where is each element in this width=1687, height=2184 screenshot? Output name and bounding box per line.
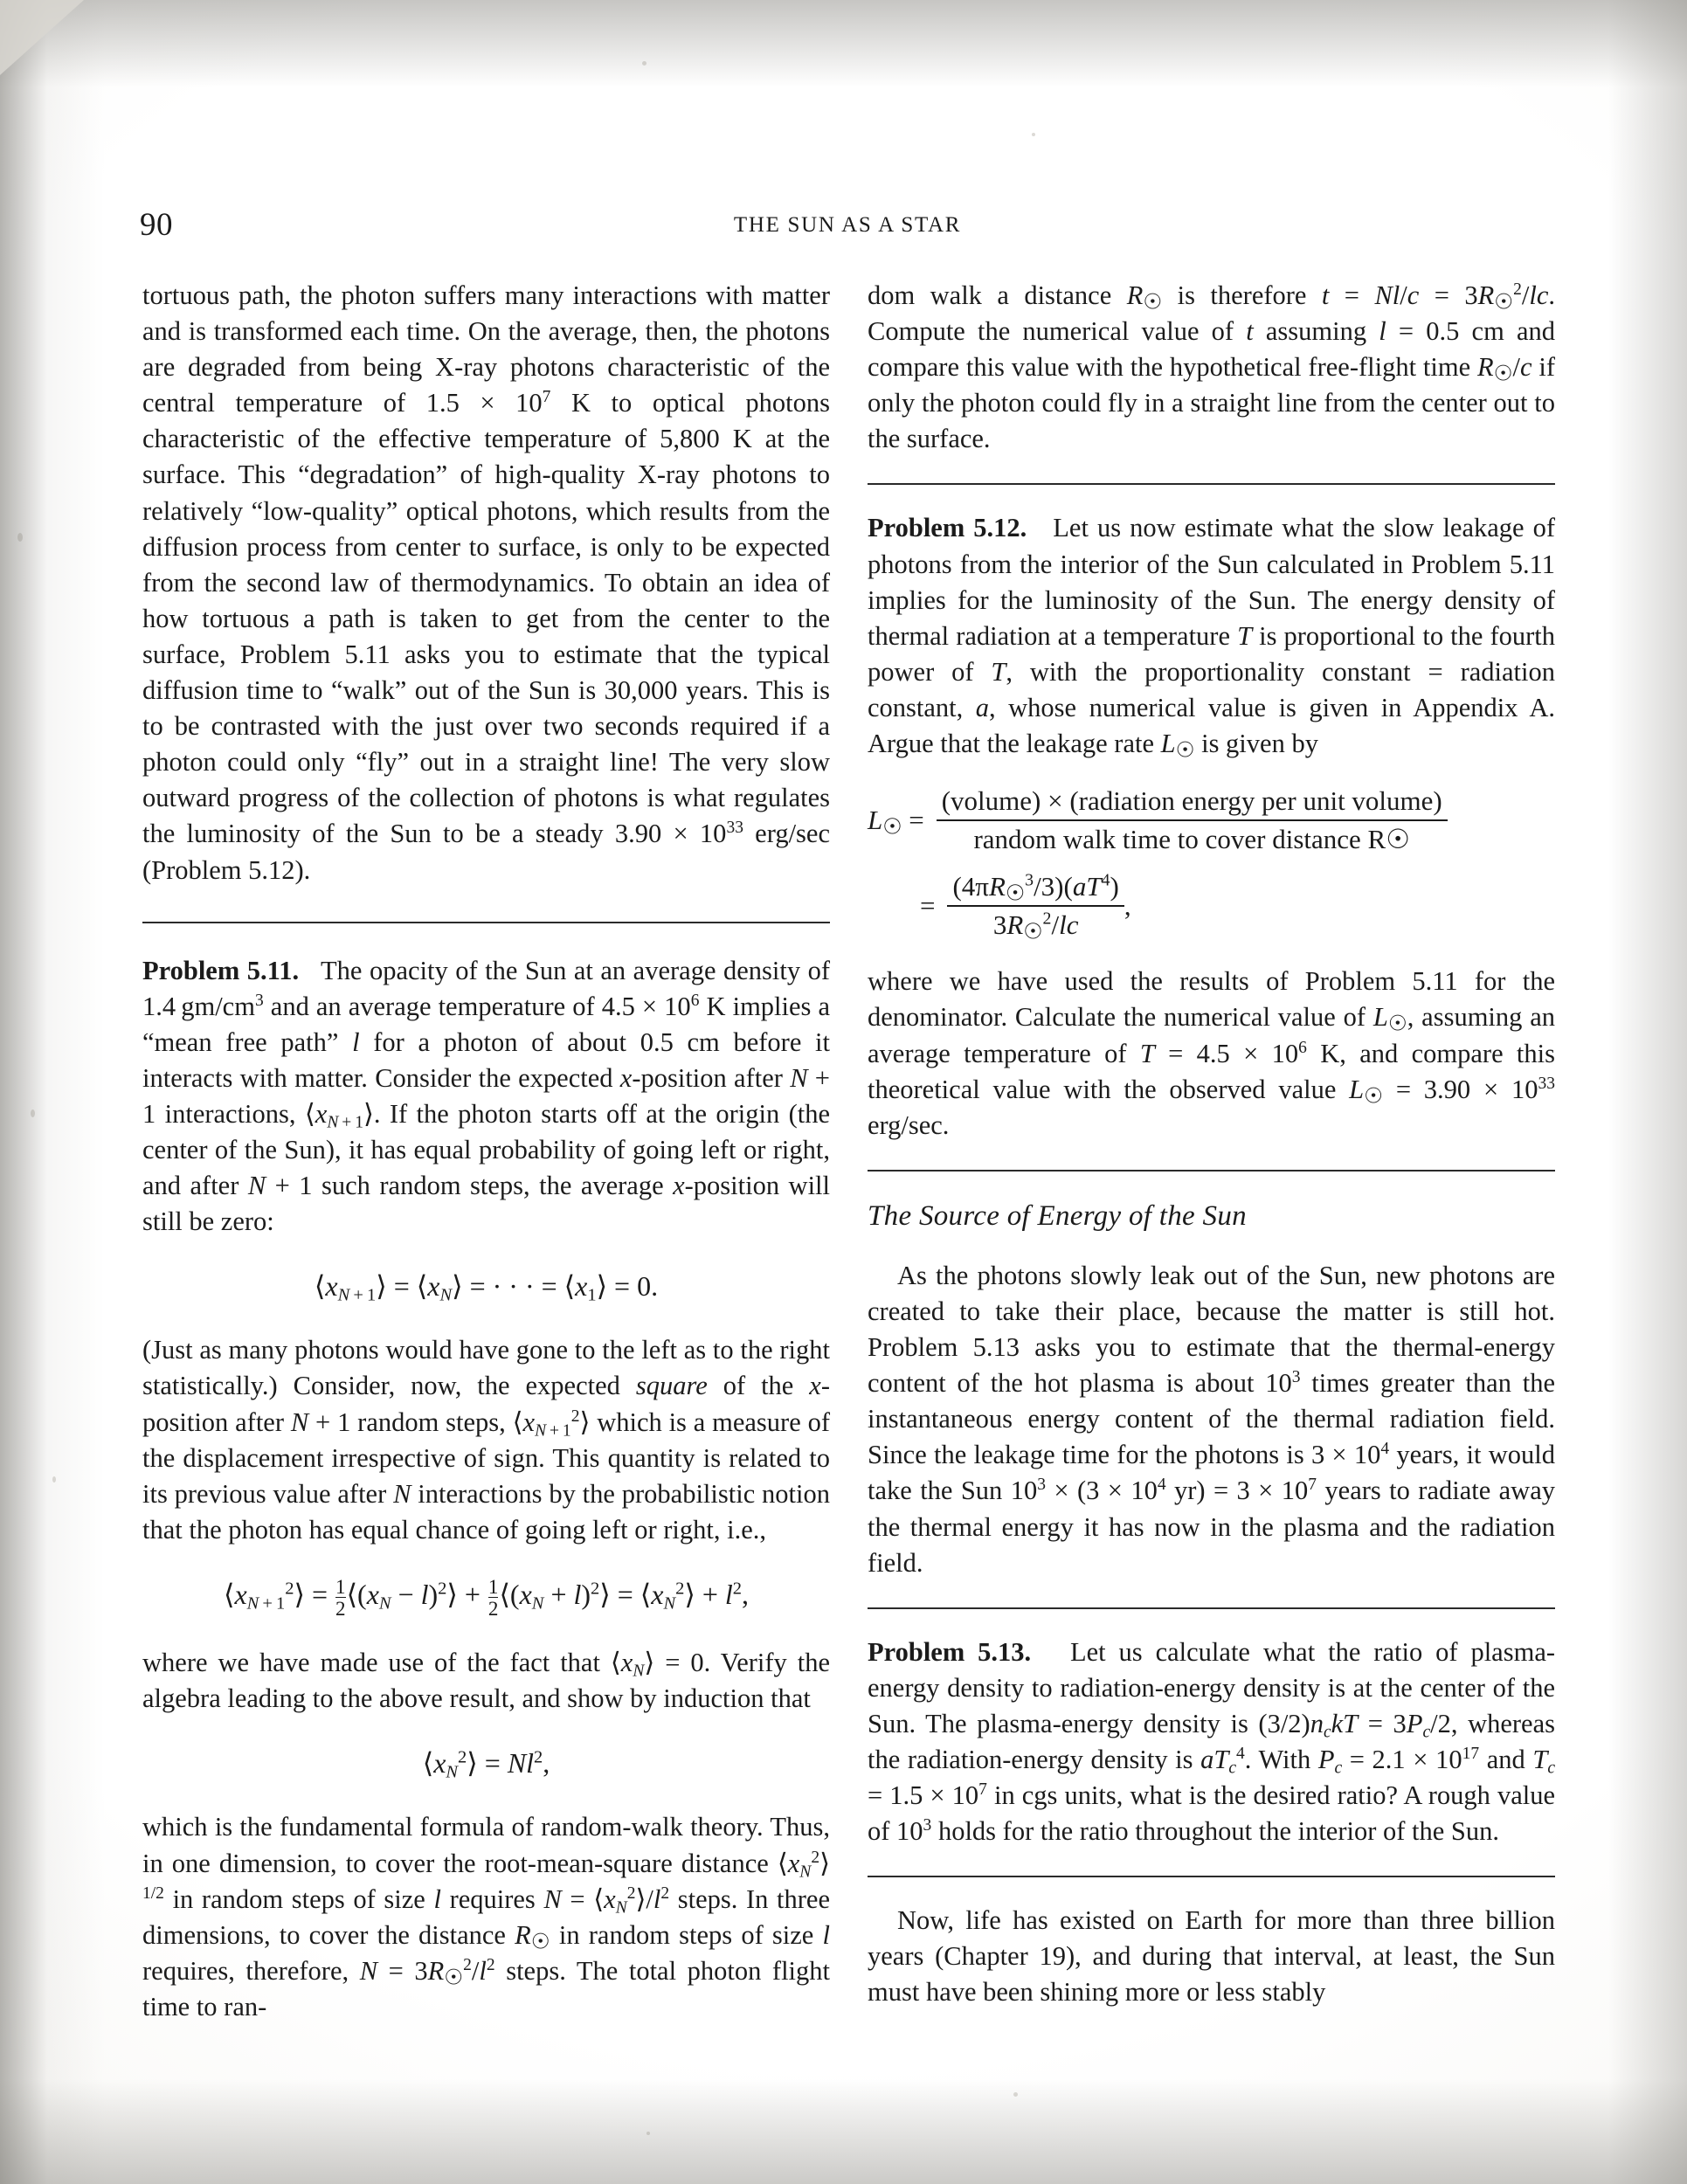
problem-5-11-label: Problem 5.11. <box>142 955 300 985</box>
running-title: THE SUN AS A STAR <box>733 213 962 237</box>
problem-5-11-paragraph-3: where we have made use of the fact that $⟨x_N⟩ = 0$. Verify the algebra leading to the above result, and show by induction that <box>142 1648 831 1714</box>
problem-5-12-paragraph-1: Problem 5.12. Let us now estimate what the slow leakage of photons from the interior of the Sun calculated in Problem 5.11 implies for the luminosity of the Sun. The energy density of thermal radiation at a temperature T is proportional to the fourth power of T, with the proportionality constant = radiation constant, a, whose numerical value is given in Appendix A. Argue that the leakage rate L☉ is given by <box>868 513 1555 763</box>
divider-rule-after-problem-5-13 <box>868 1876 1555 1877</box>
problem-5-13-label: Problem 5.13. <box>868 1636 1032 1667</box>
problem-5-12-paragraph-2: where we have used the results of Problem 5.11 for the denominator. Calculate the numerical value of L☉, assuming an average temperature of $T = 4.5 \times 10^6$ K, and compare this theoretical value with the observed value L☉ = $3.90 \times 10^{33}$ erg/sec. <box>868 966 1556 1140</box>
divider-rule-before-problem-5-13 <box>868 1607 1555 1609</box>
equation-equals-sign: = <box>920 889 936 921</box>
equation-trailing-comma: , <box>1124 889 1131 921</box>
page-number: 90 <box>140 207 173 243</box>
problem-5-11-continued: dom walk a distance R☉ is therefore t = Nl/c = 3R☉$^2$/lc. Compute the numerical value of t assuming l = 0.5 cm and compare this value with the hypothetical free-flight time R☉/c if only the photon could fly in a straight line from the center out to the surface. <box>868 280 1556 454</box>
fraction-conceptual <box>937 784 1448 856</box>
equation-expected-position: $⟨x_N$ $_{+ 1}$⟩ = $⟨x_N⟩$ = · · · = $⟨x_1⟩ = 0$. <box>314 1270 659 1306</box>
fraction-denominator-2: 3R☉$^2$/lc <box>947 905 1124 942</box>
divider-rule-before-section <box>868 1170 1555 1171</box>
equation-lhs-luminosity: L☉ = <box>868 804 924 840</box>
problem-5-13-paragraph: Problem 5.13. Let us calculate what the ratio of plasma-energy density to radiation-energy density is at the center of the Sun. The plasma-energy density is $(3/2)n_ckT = 3P_c/2$, whereas the radiation-energy density is $aT_c^4$. With $P_c = 2.1 \times 10^{17}$ and $T_c = 1.5 \times 10^7$ in cgs units, what is the desired ratio? A rough value of $10^3$ holds for the ratio throughout the interior of the Sun. <box>868 1636 1556 1847</box>
fraction-numerator-1: (volume) × (radiation energy per unit volume) <box>941 785 1442 817</box>
equation-row-1 <box>868 784 1555 856</box>
closing-paragraph: Now, life has existed on Earth for more than three billion years (Chapter 19), and during that interval, at least, the Sun must have been shining more or less stably <box>868 1905 1555 2008</box>
right-column <box>868 278 1555 2011</box>
running-head <box>140 206 1555 243</box>
left-column <box>142 278 830 2025</box>
equation-random-walk-formula: $⟨x_N^2⟩ = Nl^2$, <box>422 1747 550 1783</box>
fraction-numerator-2: $(4\pi R☉^3/3)(aT^4)$ <box>952 870 1119 906</box>
section-body-paragraph: As the photons slowly leak out of the Sun, new photons are created to take their place, because the matter is still hot. Problem 5.13 asks you to estimate that the thermal-energy content of the hot plasma is about $10^3$ times greater than the instantaneous energy content of the thermal radiation field. Since the leakage time for the photons is $3 \times 10^4$ years, it would take the Sun $10^3 \times (3 \times 10^4$ $yr) = 3 \times 10^7$ years to radiate away the thermal energy it has now in the plasma and the radiation field. <box>868 1260 1555 1578</box>
problem-5-12-label: Problem 5.12. <box>868 513 1027 543</box>
paragraph-continued-from-previous-page: tortuous path, the photon suffers many interactions with matter and is transformed each time. On the average, then, the photons are degraded from being X-ray photons characteristic of the central temperature of $1.5 \times 10^7$ K to optical photons characteristic of the effective temperature of 5,800 K at the surface. This “degradation” of high-quality X-ray photons to relatively “low-quality” optical photons, which results from the diffusion process from center to surface, is only to be expected from the second law of thermodynamics. To obtain an idea of how tortuous a path is taken to get from the center to the surface, Problem 5.11 asks you to estimate that the typical diffusion time to “walk” out of the Sun is 30,000 years. This is to be contrasted with the just over two seconds required if a photon could only “fly” out in a straight line! The very slow outward progress of the collection of photons is what regulates the luminosity of the Sun to be a steady $3.90 \times 10^{33}$ erg/sec (Problem 5.12). <box>142 280 830 885</box>
fraction-symbolic <box>947 870 1124 942</box>
problem-5-11-paragraph-4: which is the fundamental formula of random-walk theory. Thus, in one dimension, to cover the root-mean-square distance $⟨x_N^2⟩^{1/2}$ in random steps of size l requires $N = ⟨x_N^2⟩/l^2$ steps. In three dimensions, to cover the distance R☉ in random steps of size l requires, therefore, $N = 3R☉^2/l^2$ steps. The total photon flight time to ran- <box>142 1812 831 2022</box>
equation-mean-square-recursion: $⟨x_N$ $_{+ 1}^2$⟩ = $\frac{1}{2}$ $⟨(x_N$ − l)$^2$⟩ + $\frac{1}{2}$ $⟨(x_N$ + l)$^2$⟩ = $⟨x_N^2⟩ + l^2$, <box>223 1574 750 1621</box>
divider-rule-before-problem-5-12 <box>868 483 1555 485</box>
problem-5-11-paragraph-1: Problem 5.11. The opacity of the Sun at an average density of 1.4 $gm/cm^3$ and an average temperature of $4.5 \times 10^6$ K implies a “mean free path” l for a photon of about 0.5 cm before it interacts with matter. Consider the expected x-position after N + 1 interactions, $⟨x_N$ $_{+ 1}$⟩. If the photon starts off at the origin (the center of the Sun), it has equal probability of going left or right, and after N + 1 such random steps, the average x-position will still be zero: <box>142 955 831 1237</box>
fraction-denominator-1: random walk time to cover distance R☉ <box>937 819 1448 856</box>
equation-row-2 <box>868 870 1555 942</box>
section-divider-rule <box>142 922 830 923</box>
equation-luminosity-leakage-rate <box>868 784 1555 944</box>
problem-5-11-paragraph-2: (Just as many photons would have gone to the left as to the right statistically.) Consider, now, the expected square of the x-position after N + 1 random steps, $⟨x_N$ $_{+ 1}^2$⟩ which is a measure of the displacement irrespective of sign. This quantity is related to its previous value after N interactions by the probabilistic notion that the photon has equal chance of going left or right, i.e., <box>142 1335 831 1545</box>
section-heading: The Source of Energy of the Sun <box>868 1199 1247 1232</box>
